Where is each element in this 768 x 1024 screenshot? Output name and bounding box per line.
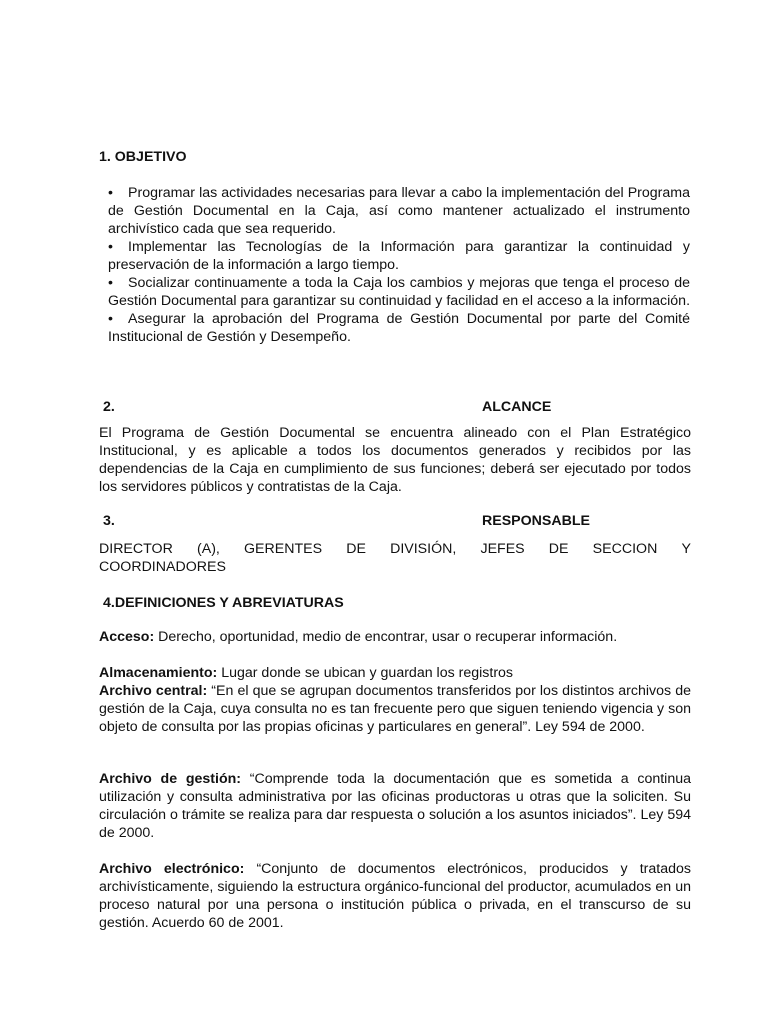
definition-term: Acceso:: [99, 629, 155, 645]
definition-text: Derecho, oportunidad, medio de encontrar, usar o recuperar información.: [154, 629, 618, 645]
section-heading-alcance: ALCANCE: [482, 399, 552, 415]
definition-acceso: [99, 628, 691, 646]
definition-archivo-central: [99, 682, 691, 736]
objetivo-bullet-list: [108, 184, 690, 346]
bullet-icon: •: [108, 311, 113, 327]
bullet-icon: •: [108, 275, 113, 291]
bullet-text: Socializar continuamente a toda la Caja los cambios y mejoras que tenga el proceso de Gestión Documental para garantizar su continuidad y facilidad en el acceso a la información.: [108, 275, 691, 309]
objetivo-bullet-item: [108, 274, 690, 310]
definition-term: Archivo de gestión:: [99, 771, 241, 787]
section-heading-objetivo: 1. OBJETIVO: [99, 149, 187, 165]
section-heading-definiciones: 4.DEFINICIONES Y ABREVIATURAS: [103, 595, 344, 611]
alcance-paragraph: El Programa de Gestión Documental se encuentra alineado con el Plan Estratégico Institucional, y es aplicable a todos los documentos generados y recibidos por las dependencias de la Caja en cumplimiento de sus funciones; deberá ser ejecutado por todos los servidores públicos y contratistas de la Caja.: [99, 425, 691, 495]
bullet-icon: •: [108, 239, 113, 255]
definition-almacenamiento: [99, 664, 691, 736]
objetivo-bullet-item: [108, 310, 690, 346]
objetivo-bullet-item: [108, 238, 690, 274]
objetivo-bullet-item: [108, 184, 690, 238]
definition-archivo-electronico: [99, 860, 691, 932]
definition-text: Lugar donde se ubican y guardan los registros: [217, 665, 514, 681]
bullet-text: Programar las actividades necesarias para llevar a cabo la implementación del Programa de Gestión Documental en la Caja, así como mantener actualizado el instrumento archivístico cada que sea requerido.: [108, 185, 690, 237]
definition-term: Archivo central:: [99, 683, 208, 699]
definition-archivo-gestion: [99, 770, 691, 842]
responsable-paragraph: [99, 540, 691, 576]
definition-text: “Comprende toda la documentación que es sometida a continua utilización y consulta administrativa por las oficinas productoras u otras que la soliciten. Su circulación o trámite se realiza para dar respuesta o solución a los asuntos iniciados”. Ley 594 de 2000.: [99, 771, 691, 841]
responsable-line-2: COORDINADORES: [99, 559, 226, 575]
definition-term: Almacenamiento:: [99, 665, 218, 681]
section-number-alcance: 2.: [103, 399, 115, 415]
definition-term: Archivo electrónico:: [99, 861, 245, 877]
definition-text: “En el que se agrupan documentos transferidos por los distintos archivos de gestión de la Caja, cuya consulta no es tan frecuente pero que siguen teniendo vigencia y son objeto de consulta por las propias oficinas y particulares en general”. Ley 594 de 2000.: [99, 683, 692, 735]
bullet-text: Asegurar la aprobación del Programa de Gestión Documental por parte del Comité Institucional de Gestión y Desempeño.: [108, 311, 690, 345]
definition-text: “Conjunto de documentos electrónicos, producidos y tratados archivísticamente, siguiendo la estructura orgánico-funcional del productor, acumulados en un proceso natural por una persona o institución pública o privada, en el transcurso de su gestión. Acuerdo 60 de 2001.: [99, 861, 691, 931]
section-number-responsable: 3.: [103, 513, 115, 529]
bullet-icon: •: [108, 185, 113, 201]
section-heading-responsable: RESPONSABLE: [482, 513, 590, 529]
bullet-text: Implementar las Tecnologías de la Información para garantizar la continuidad y preservación de la información a largo tiempo.: [108, 239, 690, 273]
responsable-line-1: DIRECTOR (A), GERENTES DE DIVISIÓN, JEFES DE SECCION Y: [99, 541, 691, 557]
